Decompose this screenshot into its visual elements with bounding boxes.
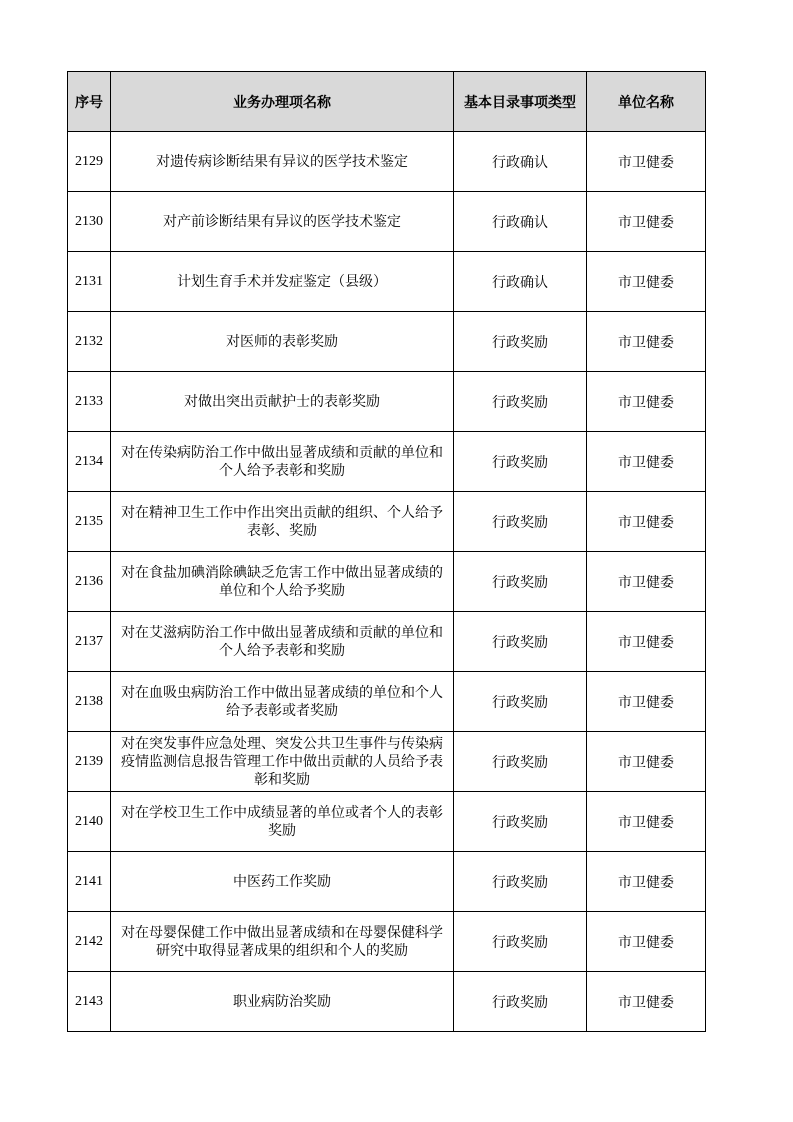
item-name: 对在母婴保健工作中做出显著成绩和在母婴保健科学研究中取得显著成果的组织和个人的奖励 bbox=[111, 912, 454, 972]
table-row bbox=[68, 852, 706, 912]
table-row bbox=[68, 612, 706, 672]
item-name: 对做出突出贡献护士的表彰奖励 bbox=[111, 372, 454, 432]
item-type: 行政奖励 bbox=[454, 732, 587, 792]
serial-number: 2141 bbox=[68, 852, 111, 912]
serial-number: 2139 bbox=[68, 732, 111, 792]
unit-name: 市卫健委 bbox=[587, 132, 706, 192]
table-row bbox=[68, 732, 706, 792]
table-row bbox=[68, 912, 706, 972]
item-name: 对在艾滋病防治工作中做出显著成绩和贡献的单位和个人给予表彰和奖励 bbox=[111, 612, 454, 672]
item-name: 对遗传病诊断结果有异议的医学技术鉴定 bbox=[111, 132, 454, 192]
serial-number: 2140 bbox=[68, 792, 111, 852]
table-row bbox=[68, 972, 706, 1032]
item-name: 对在突发事件应急处理、突发公共卫生事件与传染病疫情监测信息报告管理工作中做出贡献的人员给予表彰和奖励 bbox=[111, 732, 454, 792]
serial-number: 2129 bbox=[68, 132, 111, 192]
unit-name: 市卫健委 bbox=[587, 252, 706, 312]
item-type: 行政奖励 bbox=[454, 492, 587, 552]
unit-name: 市卫健委 bbox=[587, 792, 706, 852]
item-type: 行政奖励 bbox=[454, 972, 587, 1032]
serial-number: 2137 bbox=[68, 612, 111, 672]
item-type: 行政奖励 bbox=[454, 552, 587, 612]
unit-name: 市卫健委 bbox=[587, 672, 706, 732]
item-name: 中医药工作奖励 bbox=[111, 852, 454, 912]
item-name: 对产前诊断结果有异议的医学技术鉴定 bbox=[111, 192, 454, 252]
table-row bbox=[68, 312, 706, 372]
serial-number: 2134 bbox=[68, 432, 111, 492]
item-name: 对医师的表彰奖励 bbox=[111, 312, 454, 372]
item-name: 对在精神卫生工作中作出突出贡献的组织、个人给予表彰、奖励 bbox=[111, 492, 454, 552]
serial-number: 2135 bbox=[68, 492, 111, 552]
unit-name: 市卫健委 bbox=[587, 432, 706, 492]
item-name: 对在食盐加碘消除碘缺乏危害工作中做出显著成绩的单位和个人给予奖励 bbox=[111, 552, 454, 612]
header-row bbox=[68, 72, 706, 132]
item-type: 行政奖励 bbox=[454, 372, 587, 432]
item-type: 行政确认 bbox=[454, 132, 587, 192]
unit-name: 市卫健委 bbox=[587, 852, 706, 912]
item-type: 行政确认 bbox=[454, 192, 587, 252]
table-row bbox=[68, 552, 706, 612]
unit-name: 市卫健委 bbox=[587, 372, 706, 432]
item-name: 计划生育手术并发症鉴定（县级） bbox=[111, 252, 454, 312]
table-row bbox=[68, 372, 706, 432]
service-items-table bbox=[67, 71, 706, 1032]
unit-name: 市卫健委 bbox=[587, 732, 706, 792]
table-row bbox=[68, 192, 706, 252]
item-type: 行政奖励 bbox=[454, 852, 587, 912]
table-row bbox=[68, 672, 706, 732]
item-type: 行政奖励 bbox=[454, 912, 587, 972]
item-name: 对在血吸虫病防治工作中做出显著成绩的单位和个人给予表彰或者奖励 bbox=[111, 672, 454, 732]
serial-number: 2138 bbox=[68, 672, 111, 732]
table-row bbox=[68, 492, 706, 552]
serial-number: 2142 bbox=[68, 912, 111, 972]
header-unit-name: 单位名称 bbox=[587, 72, 706, 132]
item-name: 职业病防治奖励 bbox=[111, 972, 454, 1032]
unit-name: 市卫健委 bbox=[587, 972, 706, 1032]
unit-name: 市卫健委 bbox=[587, 492, 706, 552]
header-item-name: 业务办理项名称 bbox=[111, 72, 454, 132]
item-name: 对在传染病防治工作中做出显著成绩和贡献的单位和个人给予表彰和奖励 bbox=[111, 432, 454, 492]
item-type: 行政奖励 bbox=[454, 432, 587, 492]
item-type: 行政确认 bbox=[454, 252, 587, 312]
table-row bbox=[68, 792, 706, 852]
serial-number: 2131 bbox=[68, 252, 111, 312]
unit-name: 市卫健委 bbox=[587, 552, 706, 612]
item-type: 行政奖励 bbox=[454, 612, 587, 672]
header-serial-number: 序号 bbox=[68, 72, 111, 132]
serial-number: 2136 bbox=[68, 552, 111, 612]
item-type: 行政奖励 bbox=[454, 312, 587, 372]
serial-number: 2133 bbox=[68, 372, 111, 432]
serial-number: 2130 bbox=[68, 192, 111, 252]
item-type: 行政奖励 bbox=[454, 672, 587, 732]
serial-number: 2132 bbox=[68, 312, 111, 372]
table-row bbox=[68, 432, 706, 492]
unit-name: 市卫健委 bbox=[587, 312, 706, 372]
table-row bbox=[68, 132, 706, 192]
unit-name: 市卫健委 bbox=[587, 912, 706, 972]
item-type: 行政奖励 bbox=[454, 792, 587, 852]
table-row bbox=[68, 252, 706, 312]
unit-name: 市卫健委 bbox=[587, 612, 706, 672]
unit-name: 市卫健委 bbox=[587, 192, 706, 252]
header-item-type: 基本目录事项类型 bbox=[454, 72, 587, 132]
item-name: 对在学校卫生工作中成绩显著的单位或者个人的表彰奖励 bbox=[111, 792, 454, 852]
serial-number: 2143 bbox=[68, 972, 111, 1032]
